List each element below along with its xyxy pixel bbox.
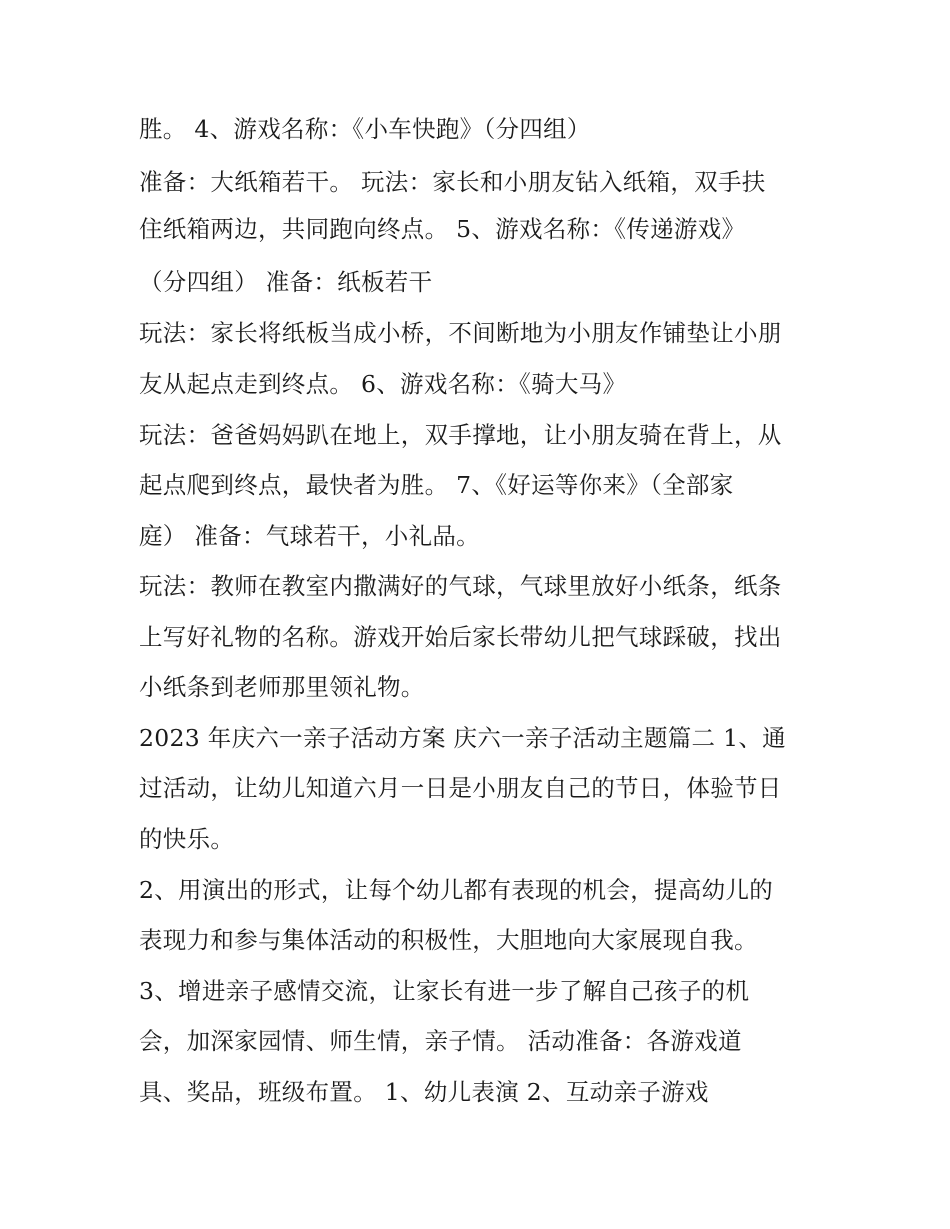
text-line: 具、奖品，班级布置。 1、幼儿表演 2、互动亲子游戏 xyxy=(139,1078,709,1106)
text-line: 的快乐。 xyxy=(139,825,235,853)
text-line: 会，加深家园情、师生情，亲子情。 活动准备：各游戏道 xyxy=(139,1027,742,1055)
text-line: （分四组） 准备：纸板若干 xyxy=(139,268,433,296)
text-line: 玩法：教师在教室内撒满好的气球，气球里放好小纸条，纸条 xyxy=(139,572,782,600)
text-line: 玩法：爸爸妈妈趴在地上，双手撑地，让小朋友骑在背上，从 xyxy=(139,421,782,449)
text-line: 友从起点走到终点。 6、游戏名称：《骑大马》 xyxy=(139,370,627,398)
text-line: 住纸箱两边，共同跑向终点。 5、游戏名称：《传递游戏》 xyxy=(139,215,746,243)
text-line: 表现力和参与集体活动的积极性，大胆地向大家展现自我。 xyxy=(139,926,758,954)
text-line: 2023 年庆六一亲子活动方案 庆六一亲子活动主题篇二 1、通 xyxy=(139,724,786,752)
text-line: 准备：大纸箱若干。 玩法：家长和小朋友钻入纸箱，双手扶 xyxy=(139,168,766,196)
text-line: 胜。 4、游戏名称：《小车快跑》（分四组） xyxy=(139,115,591,143)
text-line: 玩法：家长将纸板当成小桥，不间断地为小朋友作铺垫让小朋 xyxy=(139,319,782,347)
text-line: 小纸条到老师那里领礼物。 xyxy=(139,673,425,701)
text-line: 3、增进亲子感情交流，让家长有进一步了解自己孩子的机 xyxy=(139,977,750,1005)
text-line: 上写好礼物的名称。游戏开始后家长带幼儿把气球踩破，找出 xyxy=(139,623,782,651)
text-line: 起点爬到终点，最快者为胜。 7、《好运等你来》（全部家 xyxy=(139,471,734,499)
text-line: 过活动，让幼儿知道六月一日是小朋友自己的节日，体验节日 xyxy=(139,774,782,802)
text-line: 2、用演出的形式，让每个幼儿都有表现的机会，提高幼儿的 xyxy=(139,876,774,904)
text-line: 庭） 准备：气球若干，小礼品。 xyxy=(139,522,480,550)
